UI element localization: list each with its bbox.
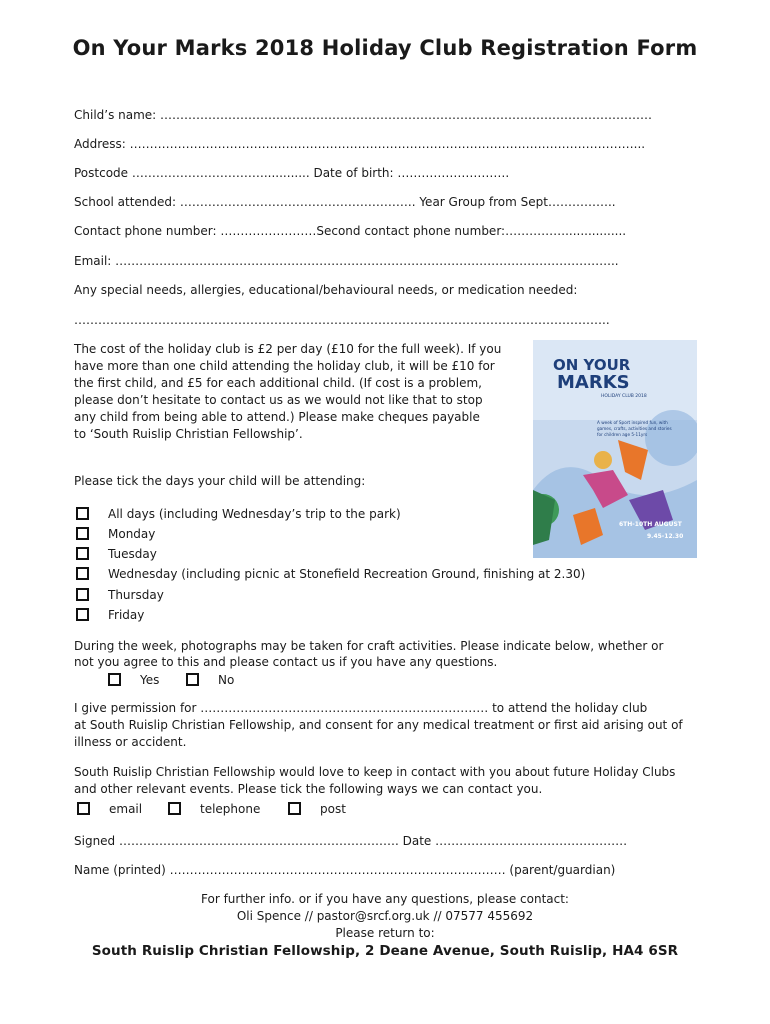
signed-field[interactable]: Signed ……………………………………………………………. Date ………………………………………… (74, 834, 628, 848)
day-label: Wednesday (including picnic at Stonefield Recreation Ground, finishing at 2.30) (108, 567, 586, 581)
telephone-label: telephone (200, 802, 261, 816)
cost-line: any child from being able to attend.) Please make cheques payable (74, 410, 480, 424)
photos-text: not you agree to this and please contact us if you have any questions. (74, 655, 498, 669)
checkbox[interactable] (108, 673, 121, 686)
no-label: No (218, 673, 235, 687)
post-label: post (320, 802, 346, 816)
poster-subtitle: HOLIDAY CLUB 2018 (601, 394, 647, 399)
special-needs-field[interactable]: …………………………………………………………………………………………………………………….. (74, 313, 610, 327)
permission-text: at South Ruislip Christian Fellowship, and consent for any medical treatment or first aid arising out of (74, 718, 683, 732)
day-label: Friday (108, 608, 145, 622)
checkbox[interactable] (76, 527, 89, 540)
poster-title-1: ON YOUR (553, 356, 631, 374)
checkbox[interactable] (288, 802, 301, 815)
name-printed-field[interactable]: Name (printed) ………………………………………………………………………… (parent/guardian) (74, 863, 616, 877)
email-label: email (109, 802, 143, 816)
checkbox[interactable] (76, 588, 89, 601)
cost-line: the first child, and £5 for each additional child. (If cost is a problem, (74, 376, 482, 390)
special-needs-label: Any special needs, allergies, educational/behavioural needs, or medication needed: (74, 283, 578, 297)
cost-line: have more than one child attending the holiday club, it will be £10 for (74, 359, 495, 373)
cost-line: The cost of the holiday club is £2 per day (£10 for the full week). If you (74, 342, 502, 356)
child-name-field[interactable]: Child’s name: …………………………………………………………………………………………………………… (74, 108, 653, 122)
checkbox[interactable] (168, 802, 181, 815)
poster-blurb: games, crafts, activities and stories (597, 426, 672, 431)
page-title: On Your Marks 2018 Holiday Club Registration Form (72, 36, 698, 60)
checkbox[interactable] (76, 507, 89, 520)
school-year-field[interactable]: School attended: ………………………………………………….. Year Group from Sept…………….. (74, 195, 616, 209)
phone-field[interactable]: Contact phone number: ……………………Second contact phone number:……………................ (74, 224, 627, 238)
email-field[interactable]: Email: ……………………………………………………………………………………………………………... (74, 254, 619, 268)
cost-line: to ‘South Ruislip Christian Fellowship’. (74, 427, 303, 441)
footer-return: Please return to: (335, 926, 435, 940)
checkbox[interactable] (186, 673, 199, 686)
postcode-dob-field[interactable]: Postcode ……………………………............ Date of birth: ………………………. (74, 166, 510, 180)
checkbox[interactable] (76, 547, 89, 560)
footer-info: For further info. or if you have any questions, please contact: (201, 892, 569, 906)
poster-dates: 6TH-10TH AUGUST (619, 521, 682, 528)
day-label: Thursday (108, 588, 164, 602)
permission-field[interactable]: I give permission for ……………………………………………………………… to attend the holiday club (74, 701, 648, 715)
poster-title-2: MARKS (557, 372, 630, 393)
contact-pref-text: South Ruislip Christian Fellowship would love to keep in contact with you about future Holiday Clubs (74, 765, 676, 779)
cost-line: please don’t hesitate to contact us as we would not like that to stop (74, 393, 483, 407)
poster-ball (594, 451, 612, 469)
day-label: All days (including Wednesday’s trip to the park) (108, 507, 401, 521)
yes-label: Yes (140, 673, 160, 687)
checkbox[interactable] (76, 608, 89, 621)
permission-text: illness or accident. (74, 735, 187, 749)
footer-contact: Oli Spence // pastor@srcf.org.uk // 07577 455692 (236, 909, 534, 923)
photos-text: During the week, photographs may be taken for craft activities. Please indicate below, whether or (74, 639, 664, 653)
days-prompt: Please tick the days your child will be attending: (74, 474, 366, 488)
poster-blurb: A week of Sport inspired fun, with (597, 420, 668, 425)
day-label: Tuesday (108, 547, 157, 561)
checkbox[interactable] (76, 567, 89, 580)
return-address: South Ruislip Christian Fellowship, 2 Deane Avenue, South Ruislip, HA4 6SR (91, 943, 679, 959)
poster-image (533, 340, 697, 558)
poster-times: 9.45-12.30 (647, 533, 684, 540)
contact-pref-text: and other relevant events. Please tick the following ways we can contact you. (74, 782, 543, 796)
checkbox[interactable] (77, 802, 90, 815)
day-label: Monday (108, 527, 156, 541)
address-field[interactable]: Address: ………………………………………………………………………………………………………………... (74, 137, 646, 151)
poster-blurb: for children age 5-11yrs (597, 432, 648, 437)
